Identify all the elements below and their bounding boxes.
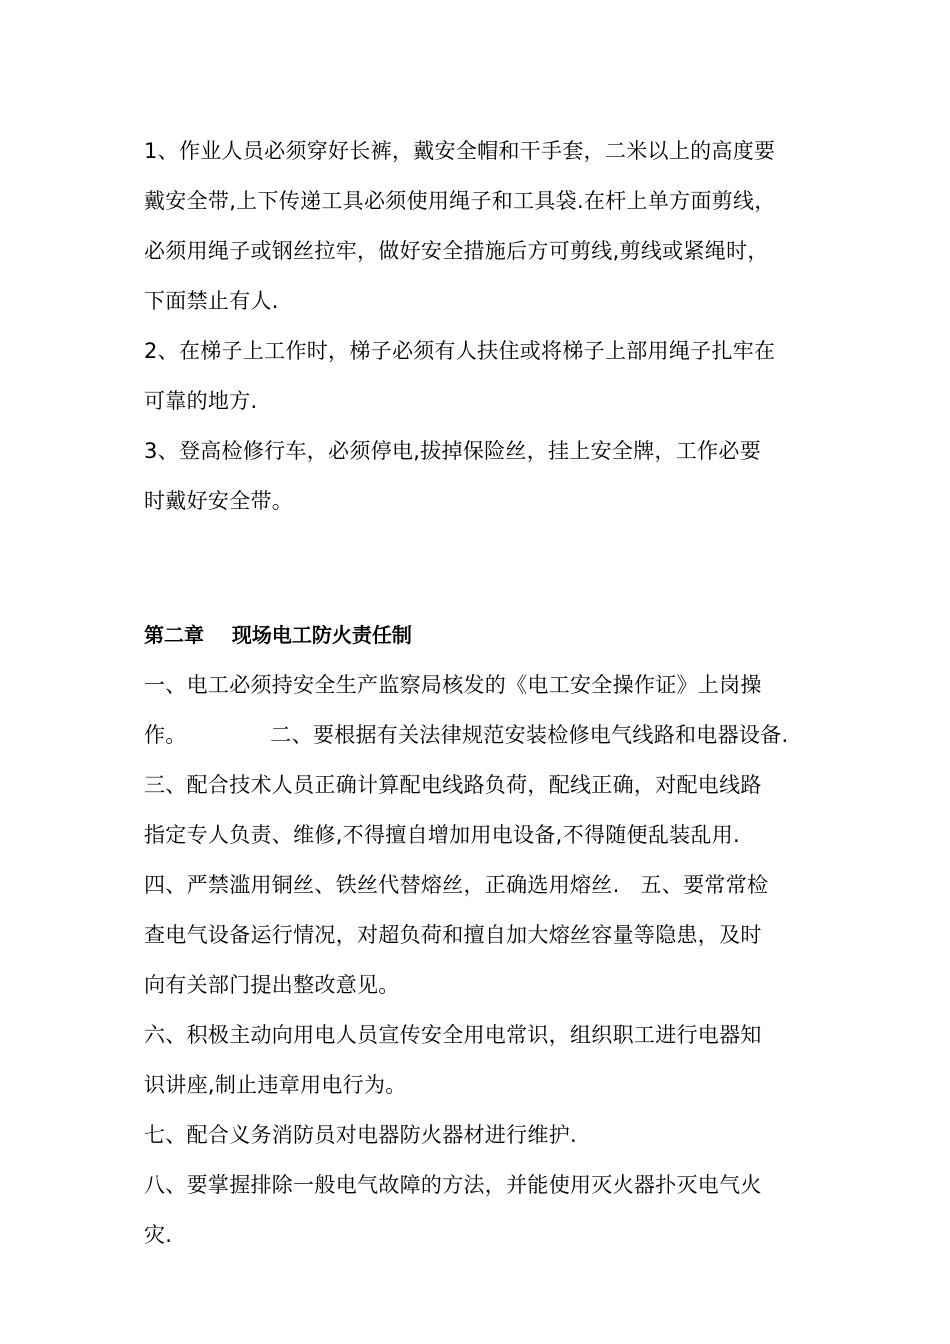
document-body [144,126,810,1260]
paragraph-line: 2、在梯子上工作时，梯子必须有人扶住或将梯子上部用绳子扎牢在 [144,339,776,363]
section-gap [144,526,810,610]
paragraph-line: 1、作业人员必须穿好长裤，戴安全帽和干手套，二米以上的高度要 [144,139,776,163]
paragraph-line: 必须用绳子或钢丝拉牢，做好安全措施后方可剪线,剪线或紧绳时， [144,239,769,263]
paragraph-line: 一、电工必须持安全生产监察局核发的《电工安全操作证》上岗操 [144,673,762,697]
paragraph-line: 作。 二、要根据有关法律规范安装检修电气线路和电器设备. [144,723,789,747]
paragraph-line: 识讲座,制止违章用电行为。 [144,1073,407,1097]
paragraph-line: 指定专人负责、维修,不得擅自增加用电设备,不得随便乱装乱用. [144,823,741,847]
paragraph-line: 可靠的地方. [144,389,258,413]
paragraph-line: 下面禁止有人. [144,289,279,313]
paragraph-line: 八、要掌握排除一般电气故障的方法，并能使用灭火器扑灭电气火 [144,1173,762,1197]
paragraph-line: 七、配合义务消防员对电器防火器材进行维护. [144,1123,577,1147]
paragraph-line: 查电气设备运行情况，对超负荷和擅自加大熔丝容量等隐患，及时 [144,923,762,947]
paragraph-line: 六、积极主动向用电人员宣传安全用电常识，组织职工进行电器知 [144,1023,762,1047]
paragraph-line: 戴安全带,上下传递工具必须使用绳子和工具袋.在杆上单方面剪线， [144,189,776,213]
paragraph-line: 向有关部门提出整改意见。 [144,973,400,997]
paragraph-line: 3、登高检修行车，必须停电,拔掉保险丝，挂上安全牌，工作必要 [144,439,762,463]
paragraph-line: 四、严禁滥用铜丝、铁丝代替熔丝，正确选用熔丝. 五、要常常检 [144,873,769,897]
paragraph-line: 时戴好安全带。 [144,489,294,513]
chapter-heading: 第二章 现场电工防火责任制 [144,623,412,647]
paragraph-line: 灾. [144,1223,173,1247]
paragraph-line: 三、配合技术人员正确计算配电线路负荷，配线正确，对配电线路 [144,773,762,797]
